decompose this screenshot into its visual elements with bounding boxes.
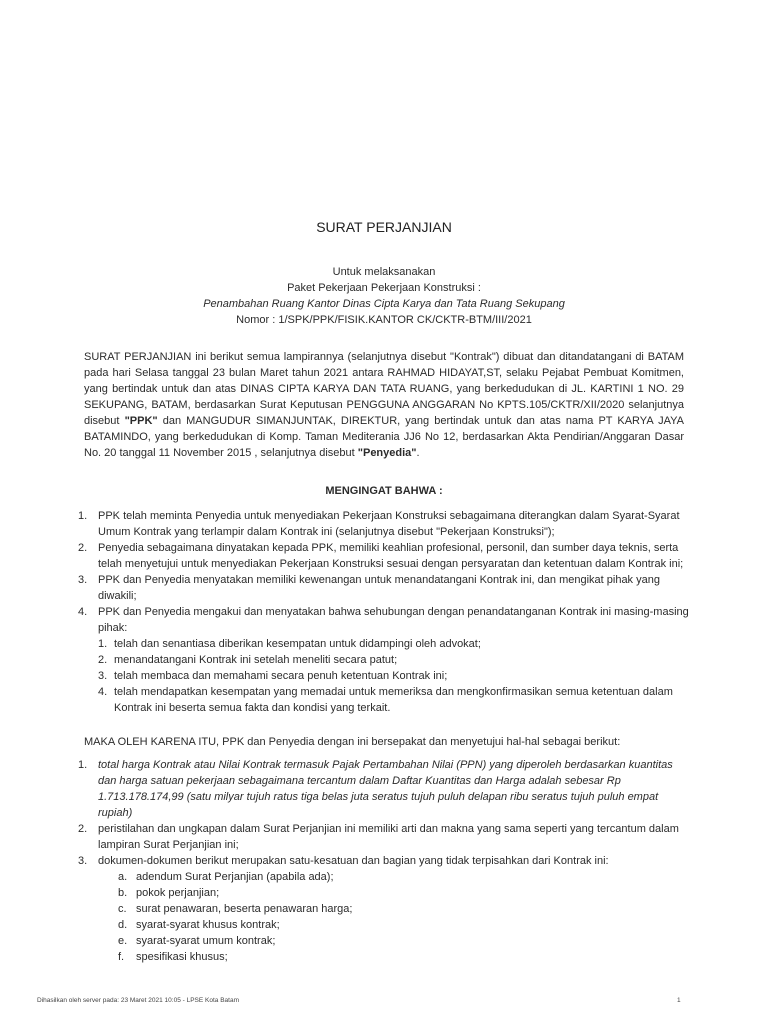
- subhead-line-3: Penambahan Ruang Kantor Dinas Cipta Karya dan Tata Ruang Sekupang: [203, 298, 565, 310]
- maka-list: [78, 757, 690, 965]
- intro-ppk: "PPK": [124, 415, 158, 427]
- item-number: 2.: [78, 823, 88, 835]
- item-number: e.: [118, 935, 128, 947]
- page-number: 1: [677, 997, 681, 1004]
- item-text: telah membaca dan memahami secara penuh ketentuan Kontrak ini;: [114, 670, 448, 682]
- mengingat-heading: MENGINGAT BAHWA :: [325, 485, 443, 497]
- list-item: [98, 668, 690, 684]
- item-text: spesifikasi khusus;: [136, 951, 228, 963]
- list-item: [78, 540, 690, 572]
- item-text: pokok perjanjian;: [136, 887, 220, 899]
- intro-part-1: SURAT PERJANJIAN ini berikut semua lampirannya (selanjutnya disebut "Kontrak") dibuat dan ditandatangani di BATAM pada hari Selasa tanggal 23 bulan Maret tahun 2021 antara RAHMAD HIDAYAT,ST, selaku Pejabat Pembuat Komitmen, yang bertindak untuk dan atas DINAS CIPTA KARYA DAN TATA RUANG, yang berkedudukan di JL. KARTINI 1 NO. 29 SEKUPANG, BATAM, berdasarkan Surat Keputusan PENGGUNA ANGGARAN No KPTS.105/CKTR/XII/2020 selanjutnya disebut: [84, 351, 684, 427]
- list-item: [118, 917, 690, 933]
- list-item: [118, 901, 690, 917]
- list-item: [78, 604, 690, 636]
- item-number: 1.: [78, 759, 88, 771]
- item-number: 4.: [78, 606, 88, 618]
- subhead-line-4: Nomor : 1/SPK/PPK/FISIK.KANTOR CK/CKTR-BTM/III/2021: [236, 314, 532, 326]
- item-text: dokumen-dokumen berikut merupakan satu-kesatuan dan bagian yang tidak terpisahkan dari Kontrak ini:: [98, 855, 609, 867]
- item-text: syarat-syarat khusus kontrak;: [136, 919, 280, 931]
- list-item: [98, 684, 690, 716]
- intro-part-3: .: [416, 447, 420, 459]
- list-item: [78, 853, 690, 869]
- footer-generated-note: Dihasilkan oleh server pada: 23 Maret 2021 10:05 - LPSE Kota Batam: [37, 997, 239, 1004]
- item-number: 1.: [78, 510, 88, 522]
- item-number: d.: [118, 919, 128, 931]
- list-item: [118, 869, 690, 885]
- item-text: adendum Surat Perjanjian (apabila ada);: [136, 871, 334, 883]
- item-number: 1.: [98, 638, 108, 650]
- list-item: [98, 636, 690, 652]
- item-number: b.: [118, 887, 128, 899]
- item-text: PPK dan Penyedia mengakui dan menyatakan bahwa sehubungan dengan penandatanganan Kontrak ini masing-masing pihak:: [98, 606, 689, 634]
- list-item: [78, 821, 690, 853]
- intro-penyedia: "Penyedia": [357, 447, 417, 459]
- intro-part-2: dan MANGUDUR SIMANJUNTAK, DIREKTUR, yang bertindak untuk dan atas nama PT KARYA JAYA BATAMINDO, yang berkedudukan di Komp. Taman Mediterania JJ6 No 12, berdasarkan Akta Pendirian/Anggaran Dasar No. 20 tanggal 11 November 2015 , selanjutnya disebut: [84, 415, 685, 459]
- item-number: f.: [118, 951, 125, 963]
- item-number: 4.: [98, 686, 108, 698]
- item-text: syarat-syarat umum kontrak;: [136, 935, 276, 947]
- item-number: 3.: [78, 855, 88, 867]
- item-number: c.: [118, 903, 127, 915]
- item-number: 2.: [98, 654, 108, 666]
- list-item: [118, 885, 690, 901]
- item-text: Penyedia sebagaimana dinyatakan kepada PPK, memiliki keahlian profesional, personil, dan sumber daya teknis, serta telah menyetujui untuk menyediakan Pekerjaan Konstruksi sesuai dengan persyaratan dan ketentuan dalam Kontrak ini;: [98, 542, 684, 570]
- subhead-line-1: Untuk melaksanakan: [332, 266, 436, 278]
- list-item: [118, 949, 690, 965]
- mengingat-list: [78, 508, 690, 716]
- item-text: menandatangani Kontrak ini setelah meneliti secara patut;: [114, 654, 398, 666]
- document-title: SURAT PERJANJIAN: [316, 219, 452, 235]
- maka-paragraph: MAKA OLEH KARENA ITU, PPK dan Penyedia dengan ini bersepakat dan menyetujui hal-hal sebagai berikut:: [84, 736, 621, 748]
- item-text: telah mendapatkan kesempatan yang memadai untuk memeriksa dan mengkonfirmasikan semua ketentuan dalam Kontrak ini beserta semua fakta dan kondisi yang terkait.: [114, 686, 673, 714]
- list-item: [78, 757, 690, 821]
- intro-paragraph: [84, 349, 684, 461]
- list-item: [98, 652, 690, 668]
- item-text: PPK telah meminta Penyedia untuk menyediakan Pekerjaan Konstruksi sebagaimana diterangkan dalam Syarat-Syarat Umum Kontrak yang terlampir dalam Kontrak ini (selanjutnya disebut "Pekerjaan Konstruksi");: [98, 510, 680, 538]
- mengingat-sublist: [78, 636, 690, 716]
- item-number: 2.: [78, 542, 88, 554]
- dokumen-sublist: [78, 869, 690, 965]
- document-subheading: [84, 264, 684, 328]
- item-number: a.: [118, 871, 128, 883]
- list-item: [118, 933, 690, 949]
- item-text: surat penawaran, beserta penawaran harga;: [136, 903, 353, 915]
- item-number: 3.: [98, 670, 108, 682]
- item-text: peristilahan dan ungkapan dalam Surat Perjanjian ini memiliki arti dan makna yang sama seperti yang tercantum dalam lampiran Surat Perjanjian ini;: [98, 823, 679, 851]
- subhead-line-2: Paket Pekerjaan Pekerjaan Konstruksi :: [287, 282, 481, 294]
- list-item: [78, 508, 690, 540]
- item-number: 3.: [78, 574, 88, 586]
- item-text: PPK dan Penyedia menyatakan memiliki kewenangan untuk menandatangani Kontrak ini, dan mengikat pihak yang diwakili;: [98, 574, 660, 602]
- item-text: total harga Kontrak atau Nilai Kontrak termasuk Pajak Pertambahan Nilai (PPN) yang diperoleh berdasarkan kuantitas dan harga satuan pekerjaan sebagaimana tercantum dalam Daftar Kuantitas dan Harga adalah sebesar Rp 1.713.178.174,99 (satu milyar tujuh ratus tiga belas juta seratus tujuh puluh delapan ribu seratus tujuh puluh empat rupiah): [98, 759, 673, 819]
- item-text: telah dan senantiasa diberikan kesempatan untuk didampingi oleh advokat;: [114, 638, 481, 650]
- list-item: [78, 572, 690, 604]
